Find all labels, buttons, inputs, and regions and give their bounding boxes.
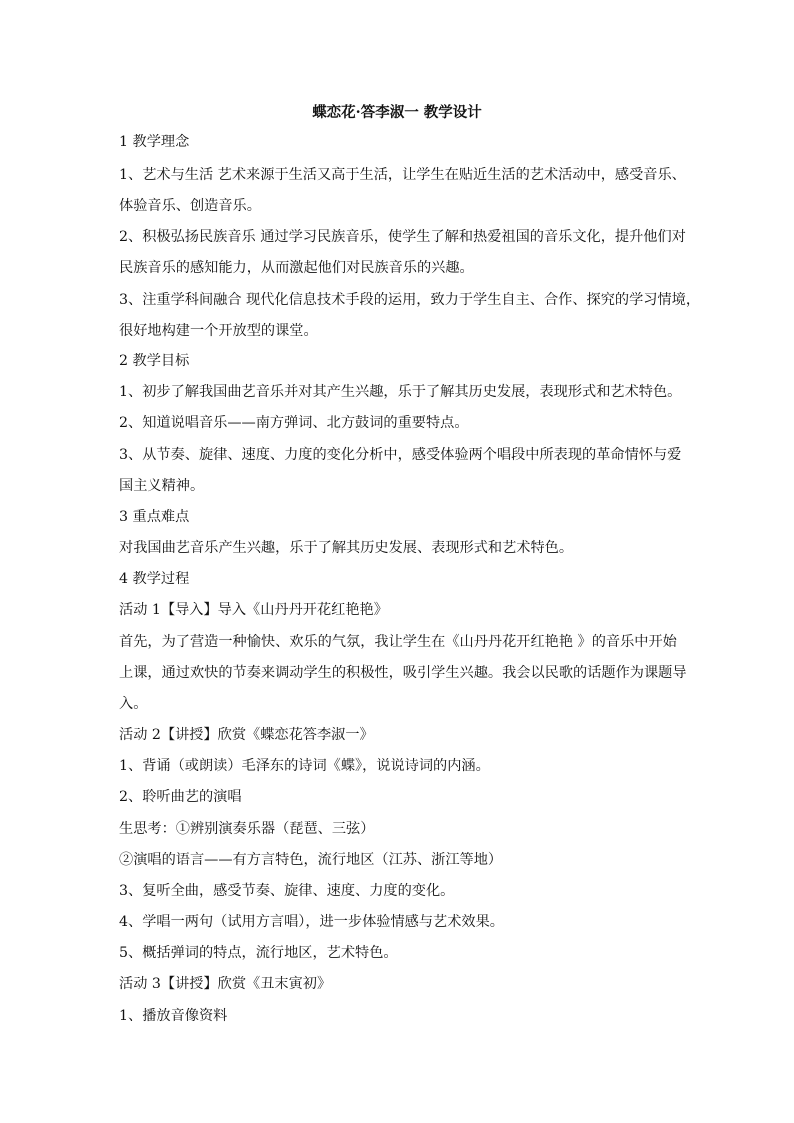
paragraph-line: 2、积极弘扬民族音乐 通过学习民族音乐，使学生了解和热爱祖国的音乐文化，提升他们对 — [119, 229, 686, 245]
section-heading-teaching-philosophy: 1 教学理念 — [119, 134, 190, 150]
paragraph-line: 体验音乐、创造音乐。 — [119, 198, 261, 214]
paragraph-line: 很好地构建一个开放型的课堂。 — [119, 323, 318, 339]
paragraph-line: 上课，通过欢快的节奏来调动学生的积极性，吸引学生兴趣。我会以民歌的话题作为课题导 — [119, 665, 687, 681]
paragraph-line: 入。 — [119, 696, 148, 712]
paragraph-line: 对我国曲艺音乐产生兴趣，乐于了解其历史发展、表现形式和艺术特色。 — [119, 540, 574, 556]
paragraph-line: 2、聆听曲艺的演唱 — [119, 789, 242, 805]
paragraph-line: 3、复听全曲，感受节奏、旋律、速度、力度的变化。 — [119, 883, 455, 899]
paragraph-line: 3、从节奏、旋律、速度、力度的变化分析中，感受体验两个唱段中所表现的革命情怀与爱 — [119, 447, 682, 463]
paragraph-line: 首先，为了营造一种愉快、欢乐的气氛，我让学生在《山丹丹花开红艳艳 》的音乐中开始 — [119, 634, 677, 650]
paragraph-line: 民族音乐的感知能力，从而激起他们对民族音乐的兴趣。 — [119, 260, 474, 276]
section-heading-key-points: 3 重点难点 — [119, 509, 190, 525]
paragraph-line: 国主义精神。 — [119, 478, 205, 494]
paragraph-line: 4、学唱一两句（试用方言唱），进一步体验情感与艺术效果。 — [119, 914, 504, 930]
section-heading-teaching-goals: 2 教学目标 — [119, 353, 190, 369]
paragraph-line: ②演唱的语言——有方言特色，流行地区（江苏、浙江等地） — [119, 852, 503, 868]
paragraph-line: 1、播放音像资料 — [119, 1008, 228, 1024]
paragraph-line: 2、知道说唱音乐——南方弹词、北方鼓词的重要特点。 — [119, 415, 469, 431]
paragraph-line: 1、背诵（或朗读）毛泽东的诗词《蝶》，说说诗词的内涵。 — [119, 758, 490, 774]
activity-heading-2: 活动 2【讲授】欣赏《蝶恋花答李淑一》 — [119, 727, 374, 743]
paragraph-line: 5、概括弹词的特点，流行地区，艺术特色。 — [119, 945, 398, 961]
section-heading-teaching-process: 4 教学过程 — [119, 571, 190, 587]
document-title: 蝶恋花·答李淑一 教学设计 — [312, 104, 482, 121]
paragraph-line: 1、初步了解我国曲艺音乐并对其产生兴趣，乐于了解其历史发展，表现形式和艺术特色。 — [119, 384, 682, 400]
paragraph-line: 3、注重学科间融合 现代化信息技术手段的运用，致力于学生自主、合作、探究的学习情境， — [119, 292, 701, 308]
paragraph-line: 1、艺术与生活 艺术来源于生活又高于生活，让学生在贴近生活的艺术活动中，感受音乐、 — [119, 167, 686, 183]
paragraph-line: 生思考：①辨别演奏乐器（琵琶、三弦） — [119, 821, 375, 837]
activity-heading-1: 活动 1【导入】导入《山丹丹开花红艳艳》 — [119, 602, 388, 618]
activity-heading-3: 活动 3【讲授】欣赏《丑末寅初》 — [119, 976, 332, 992]
